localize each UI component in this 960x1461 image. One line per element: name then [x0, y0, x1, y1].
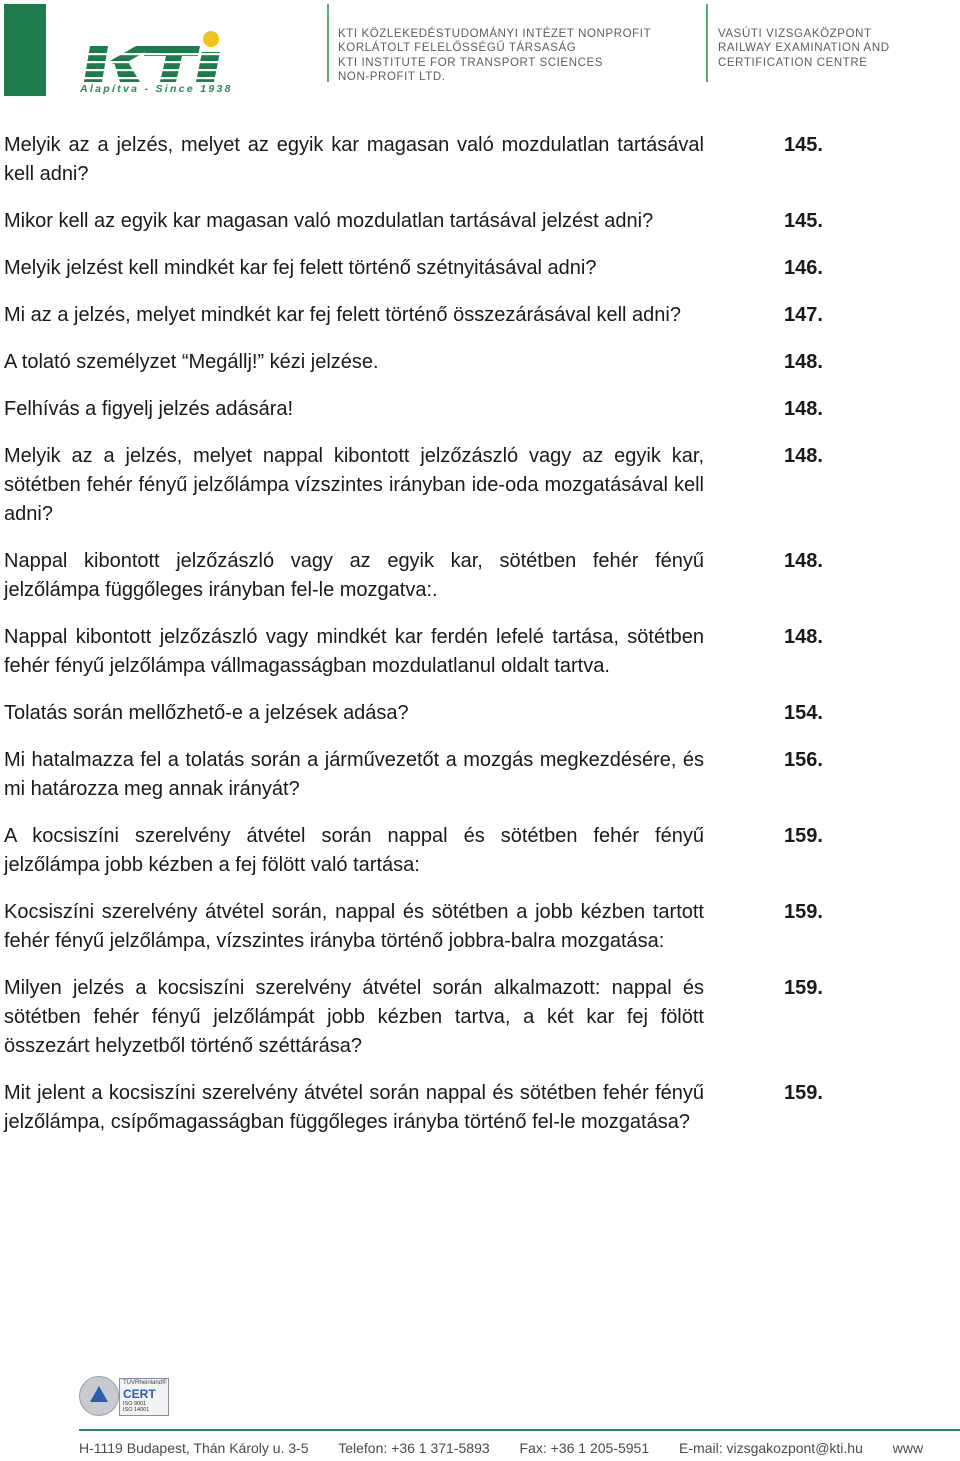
- cert-iso-item: ISO 9001: [123, 1401, 147, 1407]
- triangle-icon: [90, 1386, 108, 1402]
- question-text: Mi hatalmazza fel a tolatás során a járművezetőt a mozgás megkezdésére, és mi határozza meg annak irányát?: [4, 749, 704, 800]
- page-number: 148.: [784, 550, 823, 572]
- page-number: 159.: [784, 1082, 823, 1104]
- page-number: 148.: [784, 626, 823, 648]
- list-item: [0, 348, 960, 377]
- list-item: [0, 974, 960, 1061]
- question-text: Nappal kibontott jelzőzászló vagy mindkét kar ferdén lefelé tartása, sötétben fehér fényű jelzőlámpa vállmagasságban mozdulatlanul oldalt tartva.: [4, 626, 704, 677]
- exam-centre-name-block: [718, 27, 890, 70]
- list-item: [0, 1079, 960, 1137]
- header-divider: [327, 4, 329, 82]
- header-divider: [706, 4, 708, 82]
- page-number: 154.: [784, 702, 823, 724]
- cert-iso-item: ISO 14001: [123, 1407, 150, 1413]
- question-text: Kocsiszíni szerelvény átvétel során, nappal és sötétben a jobb kézben tartott fehér fényű jelzőlámpa, vízszintes irányba történő jobbra-balra mozgatása:: [4, 901, 704, 952]
- question-text: Melyik jelzést kell mindkét kar fej felett történő szétnyitásával adni?: [4, 257, 597, 279]
- footer-address: H-1119 Budapest, Thán Károly u. 3-5: [79, 1440, 309, 1456]
- logo-tagline: Alapítva - Since 1938: [80, 83, 233, 95]
- kti-logo: [78, 28, 233, 98]
- question-text: Felhívás a figyelj jelzés adására!: [4, 398, 294, 420]
- kti-logo-graphic: [78, 28, 228, 84]
- page-number: 156.: [784, 749, 823, 771]
- question-text: Milyen jelzés a kocsiszíni szerelvény átvétel során alkalmazott: nappal és sötétben fehér fényű jelzőlámpát jobb kézben tartva, a két kar fej fölött összezárt helyzetből történő széttárása?: [4, 977, 704, 1057]
- question-text: Melyik az a jelzés, melyet nappal kibontott jelzőzászló vagy az egyik kar, sötétben fehér fényű jelzőlámpa vízszintes irányban ide-oda mozgatásával kell adni?: [4, 445, 704, 525]
- list-item: [0, 131, 960, 189]
- list-item: [0, 395, 960, 424]
- page-number: 148.: [784, 398, 823, 420]
- list-item: [0, 898, 960, 956]
- list-item: [0, 822, 960, 880]
- list-item: [0, 301, 960, 330]
- question-text: Nappal kibontott jelzőzászló vagy az egyik kar, sötétben fehér fényű jelzőlámpa függőleges irányban fel-le mozgatva:.: [4, 550, 704, 601]
- list-item: [0, 442, 960, 529]
- institute-name-line: KORLÁTOLT FELELŐSSÉGŰ TÁRSASÁG: [338, 42, 577, 55]
- page-number: 145.: [784, 134, 823, 156]
- question-text: Melyik az a jelzés, melyet az egyik kar magasan való mozdulatlan tartásával kell adni?: [4, 134, 704, 185]
- list-item: [0, 746, 960, 804]
- brand-color-bar: [4, 4, 46, 96]
- cert-iso-list: [123, 1401, 149, 1413]
- footer-phone: Telefon: +36 1 371-5893: [338, 1440, 490, 1456]
- page-number: 148.: [784, 445, 823, 467]
- page-number: 146.: [784, 257, 823, 279]
- question-text: Mit jelent a kocsiszíni szerelvény átvétel során nappal és sötétben fehér fényű jelzőlámpa, csípőmagasságban függőleges irányba történő fel-le mozgatása?: [4, 1082, 704, 1133]
- page-number: 145.: [784, 210, 823, 232]
- institute-name-line: KTI INSTITUTE FOR TRANSPORT SCIENCES: [338, 56, 604, 69]
- question-text: A tolató személyzet “Megállj!” kézi jelzése.: [4, 351, 379, 373]
- list-item: [0, 547, 960, 605]
- list-item: [0, 207, 960, 236]
- footer-email: E-mail: vizsgakozpont@kti.hu: [679, 1440, 863, 1456]
- certification-seal-icon: [79, 1376, 119, 1416]
- certification-badge: [79, 1376, 169, 1416]
- page-number: 159.: [784, 825, 823, 847]
- list-item: [0, 254, 960, 283]
- footer-divider: [79, 1429, 960, 1431]
- footer-contact: [79, 1440, 960, 1456]
- page-number: 159.: [784, 901, 823, 923]
- exam-centre-name-line: CERTIFICATION CENTRE: [718, 56, 868, 69]
- list-item: [0, 699, 960, 728]
- page-number: 147.: [784, 304, 823, 326]
- footer-fax: Fax: +36 1 205-5951: [519, 1440, 650, 1456]
- exam-centre-name-line: VASÚTI VIZSGAKÖZPONT: [718, 28, 872, 40]
- cert-brand: TÜVRheinland®: [123, 1380, 167, 1386]
- footer-web: www: [892, 1440, 924, 1456]
- list-item: [0, 623, 960, 681]
- question-text: Mi az a jelzés, melyet mindkét kar fej felett történő összezárásával kell adni?: [4, 304, 681, 326]
- page-header: [0, 0, 960, 100]
- institute-name-line: KTI KÖZLEKEDÉSTUDOMÁNYI INTÉZET NONPROFIT: [338, 28, 652, 40]
- question-text: A kocsiszíni szerelvény átvétel során nappal és sötétben fehér fényű jelzőlámpa jobb kézben a fej fölött való tartása:: [4, 825, 704, 876]
- question-text: Mikor kell az egyik kar magasan való mozdulatlan tartásával jelzést adni?: [4, 210, 654, 232]
- page-number: 159.: [784, 977, 823, 999]
- institute-name-block: [338, 27, 651, 84]
- institute-name-line: NON-PROFIT LTD.: [338, 70, 446, 83]
- exam-centre-name-line: RAILWAY EXAMINATION AND: [718, 42, 890, 55]
- question-index-list: [0, 131, 960, 1155]
- page-number: 148.: [784, 351, 823, 373]
- question-text: Tolatás során mellőzhető-e a jelzések adása?: [4, 702, 409, 724]
- cert-label: CERT: [123, 1387, 156, 1401]
- tuv-cert-logo: [119, 1378, 169, 1416]
